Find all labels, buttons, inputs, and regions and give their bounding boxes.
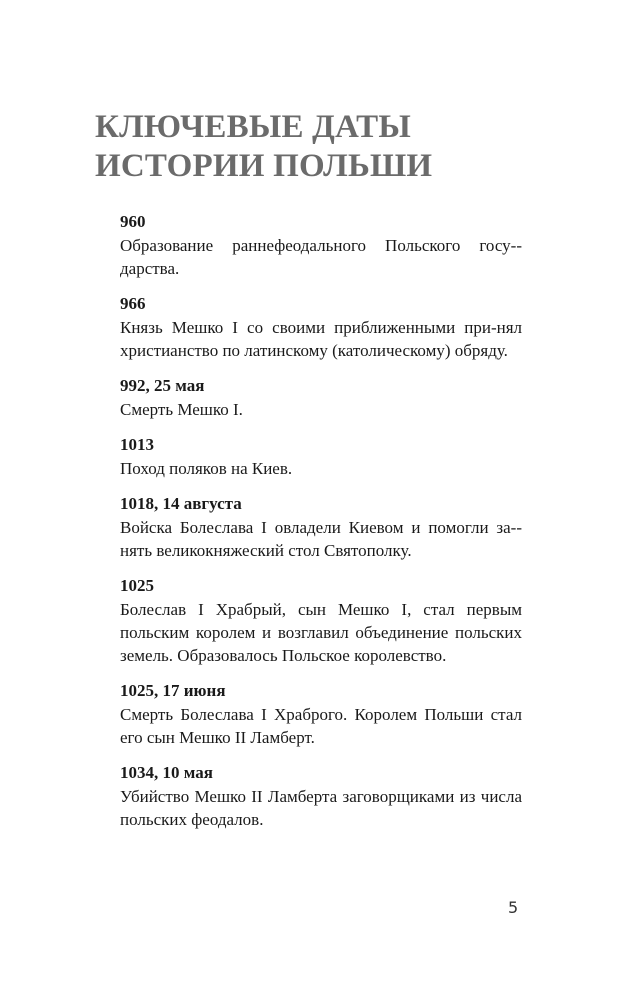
entry-date: 1018, 14 августа [120, 494, 242, 513]
timeline-entry [120, 210, 522, 280]
entry-date: 1013 [120, 435, 154, 454]
page-number: 5 [508, 898, 519, 917]
timeline-entry [120, 433, 522, 480]
chapter-title [95, 108, 535, 186]
chapter-title-line-2: ИСТОРИИ ПОЛЬШИ [95, 148, 433, 184]
entry-text: Поход поляков на Киев. [120, 459, 293, 478]
timeline-entry [120, 574, 522, 667]
entry-text: Образование раннефеодального Польского госу-дарства. [120, 236, 522, 278]
entry-date: 1034, 10 мая [120, 763, 213, 782]
timeline-entry [120, 679, 522, 749]
timeline-entry [120, 492, 522, 562]
entry-date: 1025, 17 июня [120, 681, 226, 700]
entry-text: Смерть Мешко I. [120, 400, 243, 419]
entry-text: Смерть Болеслава I Храброго. Королем Польши стал его сын Мешко II Ламберт. [120, 705, 522, 747]
chapter-title-line-1: КЛЮЧЕВЫЕ ДАТЫ [95, 109, 411, 145]
entry-text: Болеслав I Храбрый, сын Мешко I, стал первым польским королем и возглавил объединение польских земель. Образовалось Польское королевство. [120, 600, 522, 665]
entry-text: Войска Болеслава I овладели Киевом и помогли за-нять великокняжеский стол Святополку. [120, 518, 522, 560]
entry-date: 992, 25 мая [120, 376, 205, 395]
entry-text: Князь Мешко I со своими приближенными при-нял христианство по латинскому (католическому) обряду. [120, 318, 522, 360]
timeline-entry [120, 292, 522, 362]
timeline-entry [120, 374, 522, 421]
timeline-entry [120, 761, 522, 831]
entry-date: 960 [120, 212, 146, 231]
entry-date: 966 [120, 294, 146, 313]
timeline-entries [120, 210, 522, 843]
entry-date: 1025 [120, 576, 154, 595]
entry-text: Убийство Мешко II Ламберта заговорщиками из числа польских феодалов. [120, 787, 522, 829]
